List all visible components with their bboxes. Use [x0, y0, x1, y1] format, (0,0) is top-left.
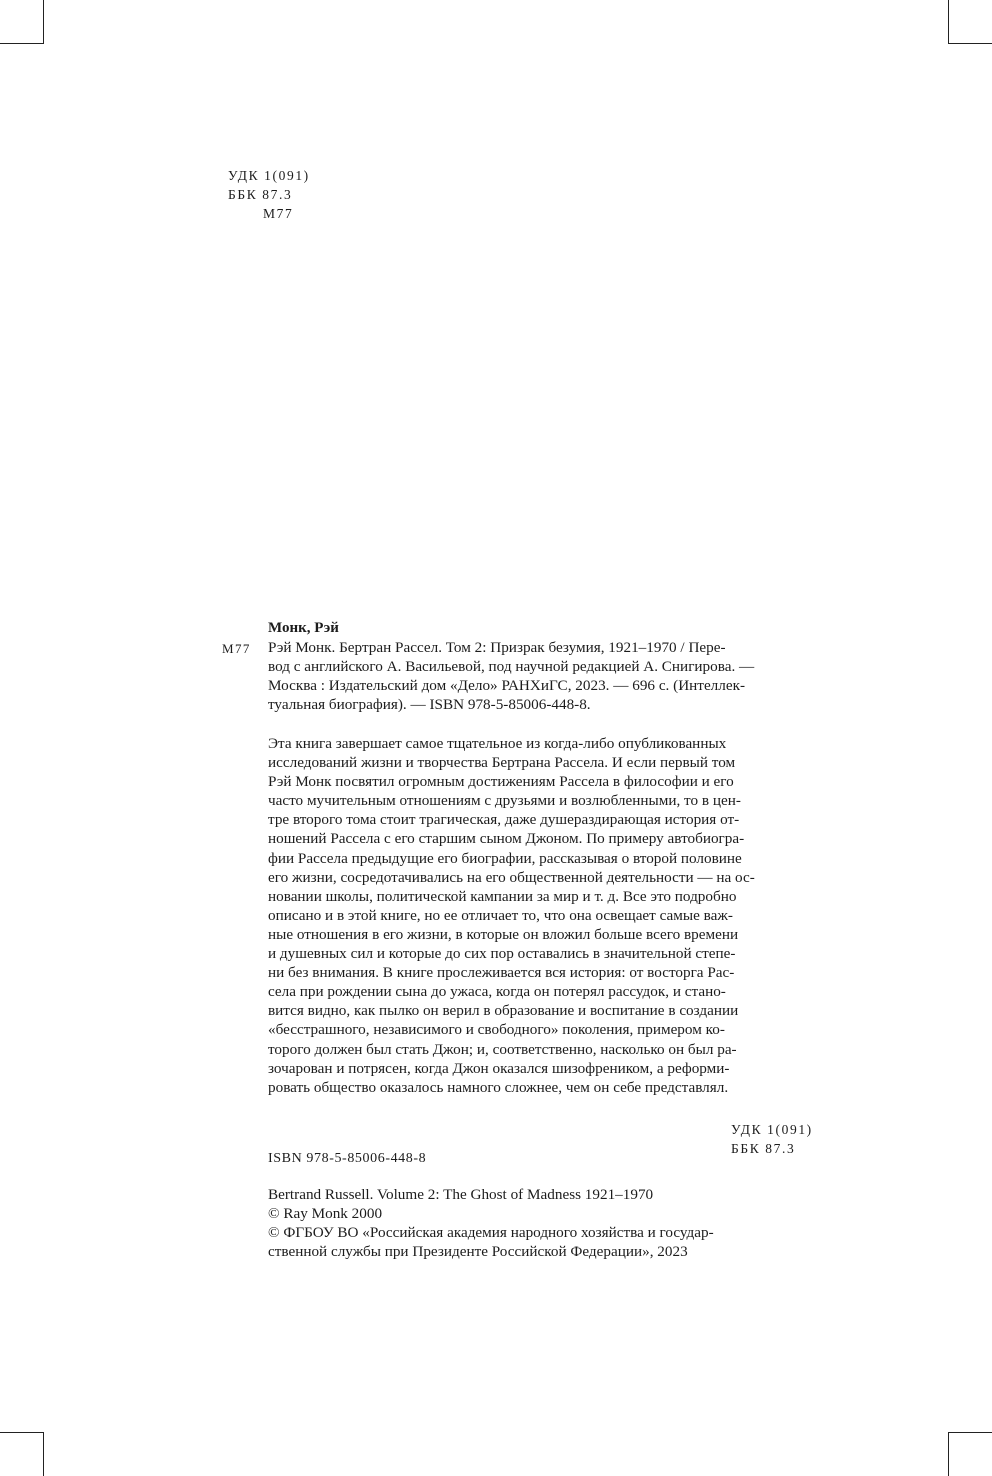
bib-line: вод с английского А. Васильевой, под научной редакцией А. Снигирова. — — [268, 658, 755, 676]
copyright-line: ственной службы при Президенте Российской Федерации», 2023 — [268, 1243, 688, 1261]
annotation-line: ровать общество оказалось намного сложнее, чем он себе представлял. — [268, 1078, 729, 1096]
annotation-line: Эта книга завершает самое тщательное из когда-либо опубликованных — [268, 735, 727, 752]
crop-mark-top-left-horizontal — [0, 43, 44, 44]
annotation-line: фии Рассела предыдущие его биографии, рассказывая о второй половине — [268, 849, 742, 867]
bib-line: Москва : Издательский дом «Дело» РАНХиГС, 2023. — 696 с. (Интеллек- — [268, 677, 746, 695]
annotation-line: села при рождении сына до ужаса, когда он потерял рассудок, и стано- — [268, 983, 726, 1001]
annotation-line: часто мучительным отношениям с друзьями и возлюбленными, то в цен- — [268, 792, 741, 810]
isbn: ISBN 978-5-85006-448-8 — [268, 1151, 427, 1166]
crop-mark-bottom-left-vertical — [43, 1432, 44, 1476]
bottom-udk: УДК 1(091) — [731, 1122, 813, 1137]
copyright-block — [268, 1185, 817, 1261]
top-author-mark: М77 — [263, 206, 294, 221]
author-heading: Монк, Рэй — [268, 620, 339, 636]
crop-mark-top-right-horizontal — [948, 43, 992, 44]
annotation-line: тре второго тома стоит трагическая, даже душераздирающая история от- — [268, 811, 740, 829]
annotation — [268, 734, 817, 1097]
bibliographic-description — [268, 638, 817, 714]
annotation-line: исследований жизни и творчества Бертрана Рассела. И если первый том — [268, 754, 736, 772]
crop-mark-top-left-vertical — [43, 0, 44, 44]
annotation-line: и душевных сил и которые до сих пор оставались в значительной степе- — [268, 945, 736, 963]
bib-line: туальная биография). — ISBN 978-5-85006-448-8. — [268, 696, 591, 714]
annotation-line: его жизни, сосредотачивались на его общественной деятельности — на ос- — [268, 868, 755, 886]
annotation-line: ни без внимания. В книге прослеживается вся история: от восторга Рас- — [268, 964, 735, 982]
copyright-line: Bertrand Russell. Volume 2: The Ghost of Madness 1921–1970 — [268, 1186, 654, 1203]
bib-line: Рэй Монк. Бертран Рассел. Том 2: Призрак безумия, 1921–1970 / Пере- — [268, 639, 726, 656]
annotation-line: Рэй Монк посвятил огромным достижениям Рассела в философии и его — [268, 773, 734, 791]
annotation-line: описано и в этой книге, но ее отличает то, что она освещает самые важ- — [268, 906, 733, 924]
crop-mark-bottom-right-horizontal — [948, 1432, 992, 1433]
entry-author-mark: М77 — [222, 641, 251, 656]
annotation-line: зочарован и потрясен, когда Джон оказался шизофреником, а реформи- — [268, 1059, 730, 1077]
crop-mark-top-right-vertical — [948, 0, 949, 44]
crop-mark-bottom-right-vertical — [948, 1432, 949, 1476]
copyright-line: © Ray Monk 2000 — [268, 1205, 383, 1223]
annotation-line: новании школы, политической кампании за мир и т. д. Все это подробно — [268, 887, 737, 905]
annotation-line: торого должен был стать Джон; и, соответственно, насколько он был ра- — [268, 1040, 737, 1058]
crop-mark-bottom-left-horizontal — [0, 1432, 44, 1433]
annotation-line: «бесстрашного, независимого и свободного» поколения, примером ко- — [268, 1021, 725, 1039]
top-bbk: ББК 87.3 — [228, 187, 293, 202]
bottom-bbk: ББК 87.3 — [731, 1141, 796, 1156]
copyright-line: © ФГБОУ ВО «Российская академия народного хозяйства и государ- — [268, 1224, 714, 1242]
annotation-line: вится видно, как пылко он верил в образование и воспитание в создании — [268, 1002, 739, 1020]
annotation-line: ношений Рассела с его старшим сыном Джоном. По примеру автобиогра- — [268, 830, 745, 848]
top-udk: УДК 1(091) — [228, 168, 310, 183]
annotation-line: ные отношения в его жизни, в которые он вложил больше всего времени — [268, 925, 739, 943]
